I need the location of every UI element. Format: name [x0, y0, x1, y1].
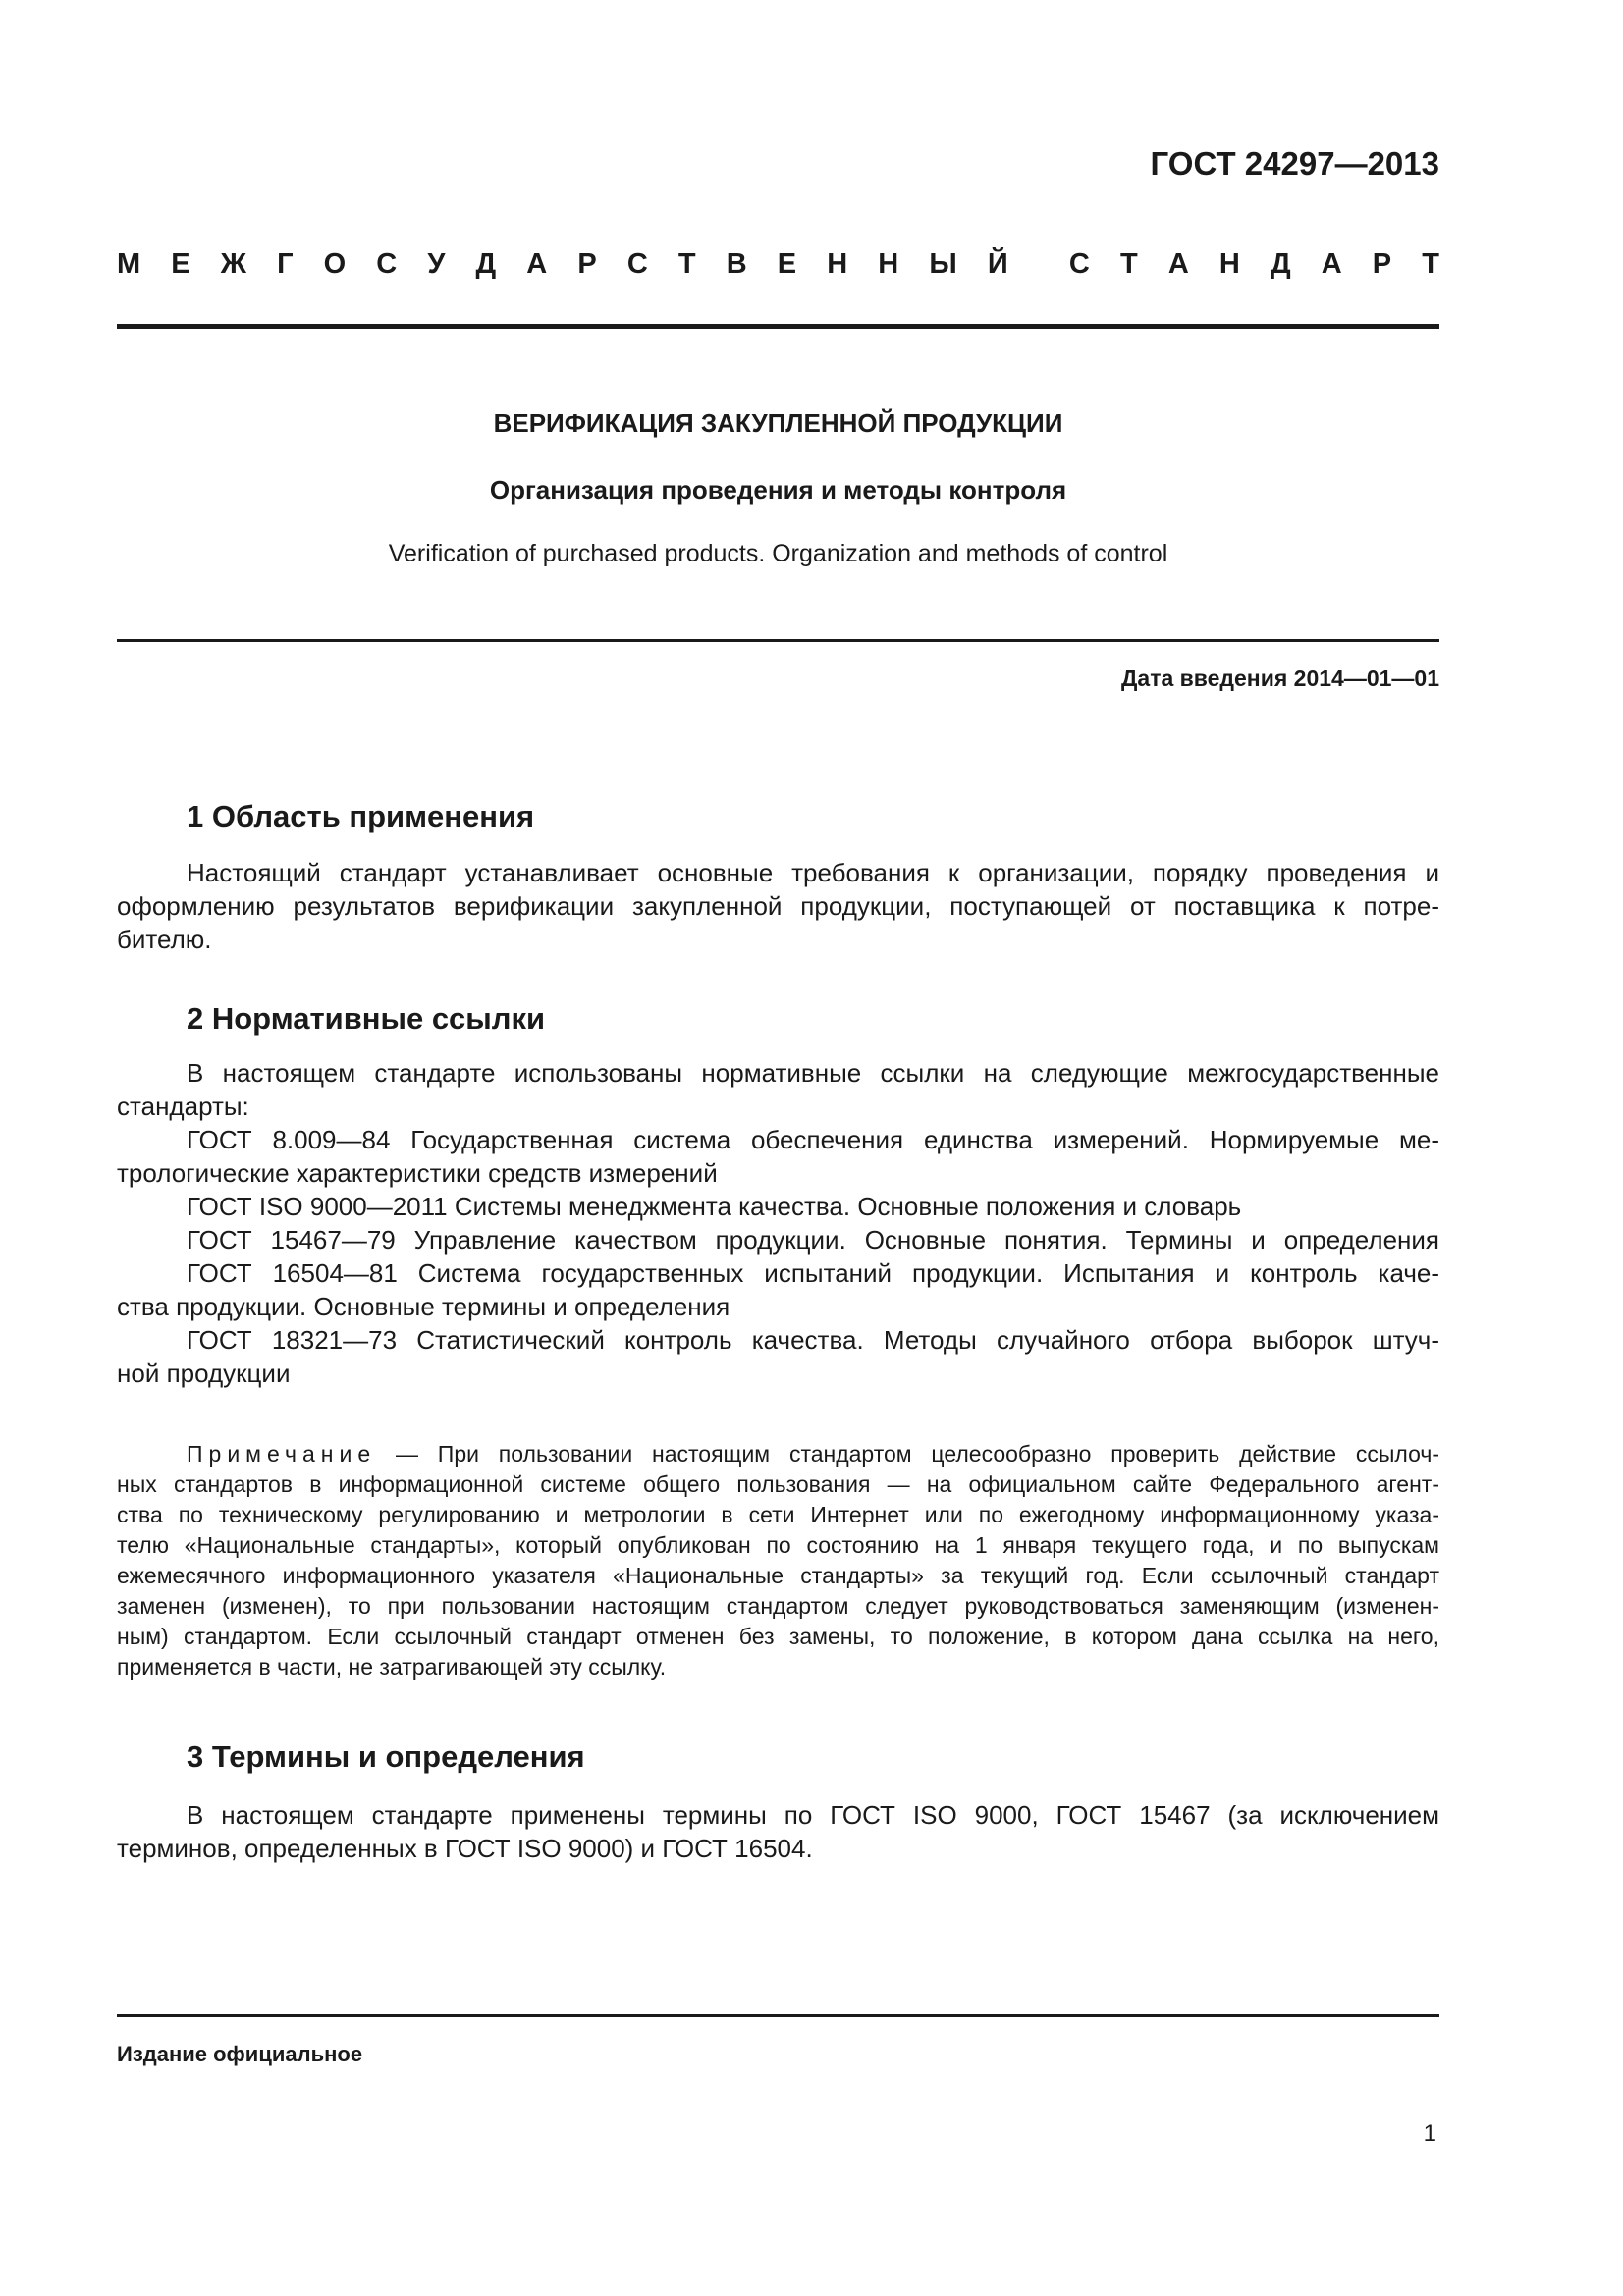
banner-letter: Д [1270, 248, 1291, 280]
banner-letter: Т [1119, 248, 1138, 280]
banner-letter: А [1321, 248, 1342, 280]
banner-letter: В [726, 248, 747, 280]
section-heading-terms: 3 Термины и определения [187, 1739, 585, 1774]
section-body-normative-references [117, 1056, 1439, 1390]
text-line: стандарты: [117, 1092, 249, 1121]
reference-line: ГОСТ 16504—81 Система государственных испытаний продукции. Испытания и контроль каче- [187, 1258, 1439, 1288]
note-line: заменен (изменен), то при пользовании настоящим стандартом следует руководствоваться заменяющим (изменен- [117, 1593, 1439, 1619]
note [117, 1439, 1439, 1682]
banner-letter: Ы [929, 248, 957, 280]
banner-letter: Ж [220, 248, 246, 280]
banner-letter: Н [827, 248, 848, 280]
section-heading-normative-references: 2 Нормативные ссылки [187, 1001, 546, 1036]
note-line: ства по техническому регулированию и метрологии в сети Интернет или по ежегодному информационному указа- [117, 1502, 1439, 1527]
banner-letter: Н [878, 248, 899, 280]
banner-letter: Д [475, 248, 497, 280]
note-line: применяется в части, не затрагивающей эту ссылку. [117, 1654, 667, 1680]
official-edition-label: Издание официальное [117, 2042, 363, 2066]
note-line: ным) стандартом. Если ссылочный стандарт отменен без замены, то положение, в котором дана ссылка на него, [117, 1624, 1439, 1649]
footer-divider [117, 2014, 1439, 2017]
section-body-scope [117, 856, 1439, 956]
section-body-terms [117, 1798, 1439, 1865]
text-line: В настоящем стандарте применены термины по ГОСТ ISO 9000, ГОСТ 15467 (за исключением [187, 1800, 1439, 1830]
reference-line: ГОСТ 18321—73 Статистический контроль качества. Методы случайного отбора выборок штуч- [187, 1325, 1439, 1355]
introduction-date: Дата введения 2014—01—01 [1121, 666, 1439, 691]
reference-line: ной продукции [117, 1359, 291, 1388]
banner-letter: Т [1422, 248, 1439, 280]
text-line: оформлению результатов верификации закупленной продукции, поступающей от поставщика к потре- [117, 891, 1439, 921]
text-line: терминов, определенных в ГОСТ ISO 9000) и ГОСТ 16504. [117, 1834, 813, 1863]
banner-letter: С [1068, 248, 1090, 280]
gost-number: ГОСТ 24297—2013 [1150, 145, 1439, 182]
note-label: Примечание [187, 1441, 377, 1467]
title-divider [117, 639, 1439, 642]
banner-letter: Г [277, 248, 294, 280]
section-heading-scope: 1 Область применения [187, 799, 535, 833]
banner-letter: С [626, 248, 648, 280]
note-text: — При пользовании настоящим стандартом целесообразно проверить действие ссылоч- [376, 1441, 1439, 1467]
banner-letter: Е [171, 248, 190, 280]
banner-letter: Н [1218, 248, 1240, 280]
reference-line: трологические характеристики средств измерений [117, 1158, 718, 1188]
banner-letter: А [1167, 248, 1189, 280]
note-line: ежемесячного информационного указателя «Национальные стандарты» за текущий год. Если ссылочный стандарт [117, 1563, 1439, 1588]
banner-letter: Т [677, 248, 696, 280]
reference-line: ГОСТ 15467—79 Управление качеством продукции. Основные понятия. Термины и определения [187, 1225, 1439, 1255]
banner-letter: С [376, 248, 398, 280]
document-title: ВЕРИФИКАЦИЯ ЗАКУПЛЕННОЙ ПРОДУКЦИИ [493, 408, 1063, 438]
text-line: В настоящем стандарте использованы нормативные ссылки на следующие межгосударственные [187, 1058, 1439, 1088]
text-line: бителю. [117, 925, 212, 954]
banner-letter: Р [577, 248, 597, 280]
text-line: Настоящий стандарт устанавливает основные требования к организации, порядку проведения и [187, 858, 1439, 887]
reference-line: ства продукции. Основные термины и определения [117, 1292, 730, 1321]
document-subtitle: Организация проведения и методы контроля [489, 475, 1067, 505]
banner-letter: О [323, 248, 347, 280]
banner-letter: Й [987, 248, 1008, 280]
interstate-standard-banner [117, 248, 1439, 281]
header-divider [117, 324, 1439, 329]
banner-letter: У [427, 248, 446, 280]
note-line: ных стандартов в информационной системе общего пользования — на официальном сайте Федерального агент- [117, 1471, 1439, 1497]
reference-line: ГОСТ ISO 9000—2011 Системы менеджмента качества. Основные положения и словарь [187, 1192, 1242, 1221]
page-number: 1 [1423, 2120, 1436, 2147]
note-line [117, 1439, 1439, 1469]
banner-letter: М [117, 248, 141, 280]
note-line: телю «Национальные стандарты», который опубликован по состоянию на 1 января текущего года, и по выпускам [117, 1532, 1439, 1558]
banner-letter: А [526, 248, 548, 280]
reference-line: ГОСТ 8.009—84 Государственная система обеспечения единства измерений. Нормируемые ме- [187, 1125, 1439, 1154]
banner-letter: Р [1372, 248, 1392, 280]
document-title-english: Verification of purchased products. Organization and methods of control [388, 540, 1168, 567]
banner-letter: Е [777, 248, 797, 280]
